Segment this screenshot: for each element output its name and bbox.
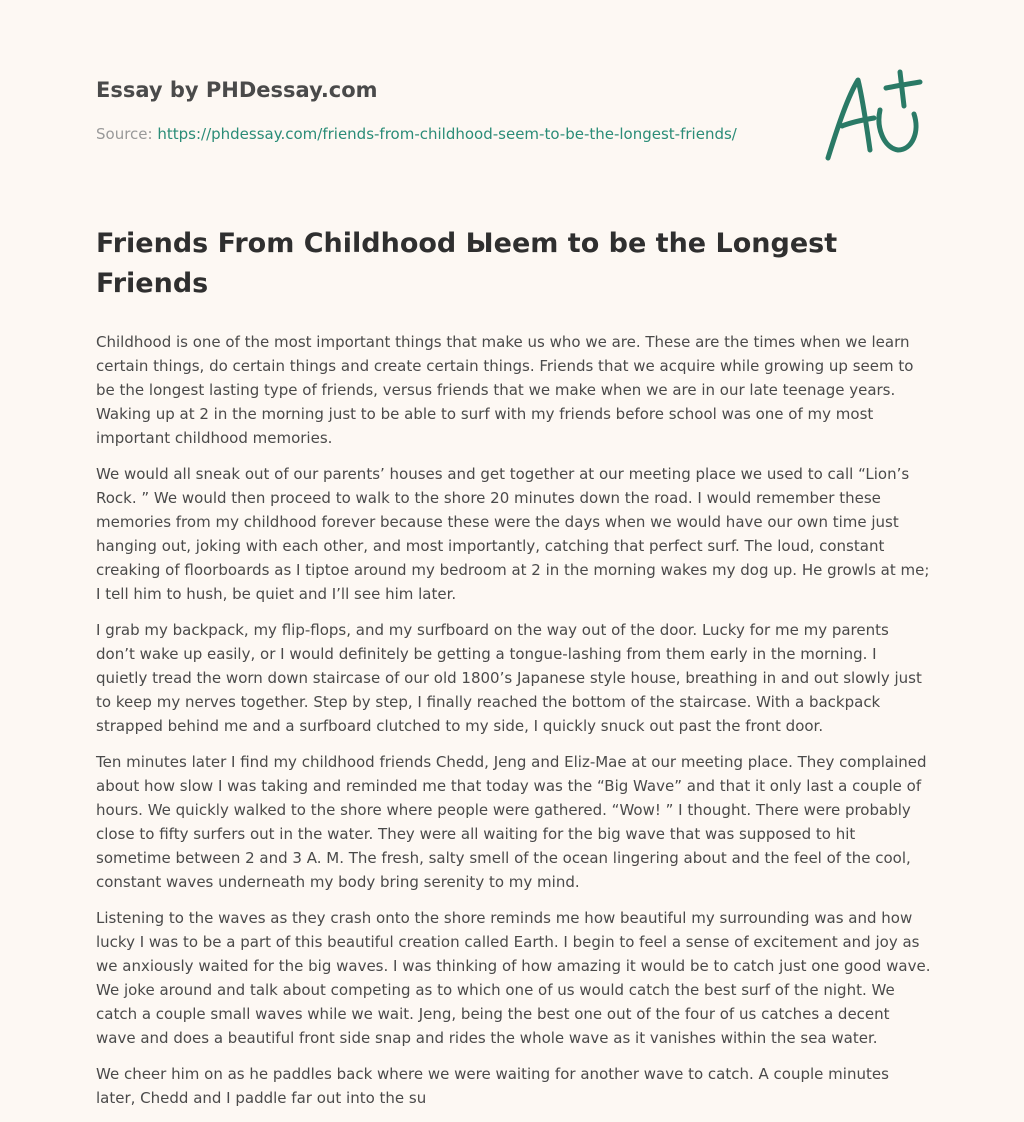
site-title: Essay by PHDessay.com [96,78,378,102]
article-paragraph: Childhood is one of the most important things that make us who we are. These are the times when we learn certain things, do certain things and create certain things. Friends that we acquire while growing up seem to be the longest lasting type of friends, versus friends that we make when we are in our late teenage years. Waking up at 2 in the morning just to be able to surf with my friends before school was one of my most important childhood memories. [96,333,914,447]
article-paragraph: I grab my backpack, my flip-flops, and my surfboard on the way out of the door. Lucky for me my parents don’t wake up easily, or I would definitely be getting a tongue-lashing from them early in the morning. I quietly tread the worn down staircase of our old 1800’s Japanese style house, breathing in and out slowly just to keep my nerves together. Step by step, I finally reached the bottom of the staircase. With a backpack strapped behind me and a surfboard clutched to my side, I quickly snuck out past the front door. [96,621,922,735]
article-paragraph: We cheer him on as he paddles back where we were waiting for another wave to catch. A couple minutes later, Chedd and I paddle far out into the su [96,1065,889,1107]
source-label: Source: [96,125,153,143]
article-paragraph: Ten minutes later I find my childhood friends Chedd, Jeng and Eliz-Mae at our meeting place. They complained about how slow I was taking and reminded me that today was the “Big Wave” and that it only last a couple of hours. We quickly walked to the shore where people were gathered. “Wow! ” I thought. There were probably close to fifty surfers out in the water. They were all waiting for the big wave that was supposed to hit sometime between 2 and 3 A. M. The fresh, salty smell of the ocean lingering about and the feel of the cool, constant waves underneath my body bring serenity to my mind. [96,753,927,891]
source-link[interactable]: https://phdessay.com/friends-from-childhood-seem-to-be-the-longest-friends/ [157,125,737,143]
article-title: Friends From Childhood Ыeem to be the Longest Friends [96,228,838,299]
article-paragraph: Listening to the waves as they crash onto the shore reminds me how beautiful my surrounding was and how lucky I was to be a part of this beautiful creation called Earth. I begin to feel a sense of excitement and joy as we anxiously waited for the big waves. I was thinking of how amazing it would be to catch just one good wave. We joke around and talk about competing as to which one of us would catch the best surf of the night. We catch a couple small waves while we wait. Jeng, being the best one out of the four of us catches a decent wave and does a beautiful front side snap and rides the whole wave as it vanishes within the sea water. [96,909,931,1047]
article [96,224,932,1122]
page-header [96,76,796,144]
a-plus-logo-icon [818,66,930,166]
article-paragraph: We would all sneak out of our parents’ houses and get together at our meeting place we used to call “Lion’s Rock. ” We would then proceed to walk to the shore 20 minutes down the road. I would remember these memories from my childhood forever because these were the days when we would have our own time just hanging out, joking with each other, and most importantly, catching that perfect surf. The loud, constant creaking of floorboards as I tiptoe around my bedroom at 2 in the morning wakes my dog up. He growls at me; I tell him to hush, be quiet and I’ll see him later. [96,465,930,603]
source-line [96,124,796,144]
